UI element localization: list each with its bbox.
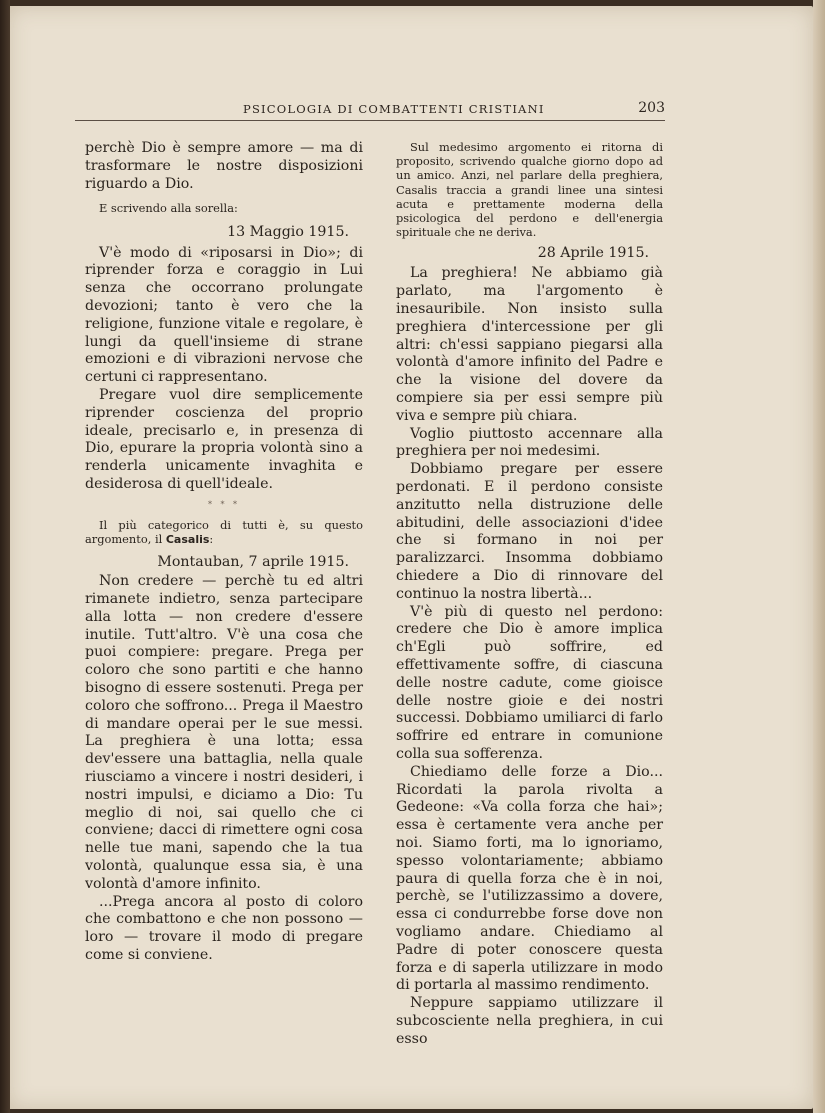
colon: : [209, 531, 214, 546]
book-spine [0, 0, 10, 1113]
paragraph: V'è più di questo nel perdono: credere che Dio è amore implica ch'Egli può soffrire, ed effettivamente soffre, di ciascuna delle nostre cadute, come gioisce delle nostre gioie e dei nostri successi. Dobbiamo umiliarci di farlo soffrire ed entrare in comunione colla sua sofferenza. [396, 603, 663, 762]
paragraph: Dobbiamo pregare per essere perdonati. E il perdono consiste anzitutto nella distruzione delle abitudini, delle associazioni d'idee che si formano in noi per paralizzarci. Insomma dobbiamo chiedere a Dio di rinnovare del continuo la nostra libertà... [396, 461, 663, 602]
paragraph: V'è modo di «riposarsi in Dio»; di riprender forza e coraggio in Lui senza che occorrano prolungate devozioni; tanto è vero che la religione, funzione vitale e regolare, è lungi da quell'insieme di strane emozioni e di vibrazioni nervose che certuni ci rappresentano. [85, 244, 363, 386]
section-separator: * * * [207, 499, 241, 509]
paragraph: Non credere — perchè tu ed altri rimanete indietro, senza partecipare alla lotta — non credere d'essere inutile. Tutt'altro. V'è una cosa che puoi compiere: pregare. Prega per coloro che sono partiti e che hanno bisogno di essere sostenuti. Prega per coloro che soffrono... Prega il Maestro di mandare operai per le sue messi. La preghiera è una lotta; essa dev'essere una battaglia, nella quale riusciamo a vincere i nostri desideri, i nostri impulsi, e diciamo a Dio: Tu meglio di noi, sai quello che ci conviene; dacci di rimettere ogni cosa nelle tue mani, sapendo che la tua volontà, qualunque essa sia, è una volontà d'amore infinito. [85, 573, 363, 892]
running-title: PSICOLOGIA DI COMBATTENTI CRISTIANI [243, 102, 545, 116]
intro-text: Il più categorico di tutti è, su questo argomento, il [85, 517, 363, 546]
paragraph: La preghiera! Ne abbiamo già parlato, ma l'argomento è inesauribile. Non insisto sulla preghiera d'intercessione per gli altri: ch'essi sappiano piegarsi alla volontà d'amore infinito del Padre e che la visione del dovere da compiere sia per essi sempre più viva e sempre più chiara. [396, 265, 663, 424]
letter-date: Montauban, 7 aprile 1915. [157, 554, 349, 571]
author-name: Casalis [165, 532, 210, 546]
page-edge [813, 0, 825, 1113]
intro-line [85, 518, 363, 547]
intro-paragraph: Sul medesimo argomento ei ritorna di proposito, scrivendo qualche giorno dopo ad un amico. Anzi, nel parlare della preghiera, Casalis traccia a grandi linee una sintesi acuta e prettamente moderna della psicologica del perdono e dell'energia spirituale che ne deriva. [396, 140, 663, 240]
page-number: 203 [638, 100, 665, 116]
paragraph: ...Prega ancora al posto di coloro che combattono e che non possono — loro — trovare il modo di pregare come si conviene. [85, 893, 363, 963]
letter-date: 13 Maggio 1915. [227, 223, 349, 240]
paragraph: perchè Dio è sempre amore — ma di trasformare le nostre disposizioni riguardo a Dio. [85, 140, 363, 192]
intro-line: E scrivendo alla sorella: [99, 201, 238, 216]
paragraph: Voglio piuttosto accennare alla preghiera per noi medesimi. [396, 425, 663, 460]
left-column [85, 140, 363, 965]
right-column [396, 140, 663, 1048]
paragraph: Pregare vuol dire semplicemente riprender coscienza del proprio ideale, precisarlo e, in presenza di Dio, epurare la propria volontà sino a renderla unicamente invaghita e desiderosa di quell'ideale. [85, 386, 363, 492]
paragraph: Chiediamo delle forze a Dio... Ricordati la parola rivolta a Gedeone: «Va colla forza che hai»; essa è certamente vera anche per noi. Siamo forti, ma lo ignoriamo, spesso volontariamente; abbiamo paura di quella forza che è in noi, perchè, se l'utilizzassimo a dovere, essa ci condurrebbe forse dove non vogliamo andare. Chiediamo al Padre di poter conoscere questa forza e di saperla utilizzare in modo di portarla al massimo rendimento. [396, 763, 663, 994]
running-header [75, 100, 665, 121]
letter-date: 28 Aprile 1915. [537, 245, 649, 262]
paragraph: Neppure sappiamo utilizzare il subcosciente nella preghiera, in cui esso [396, 995, 663, 1047]
